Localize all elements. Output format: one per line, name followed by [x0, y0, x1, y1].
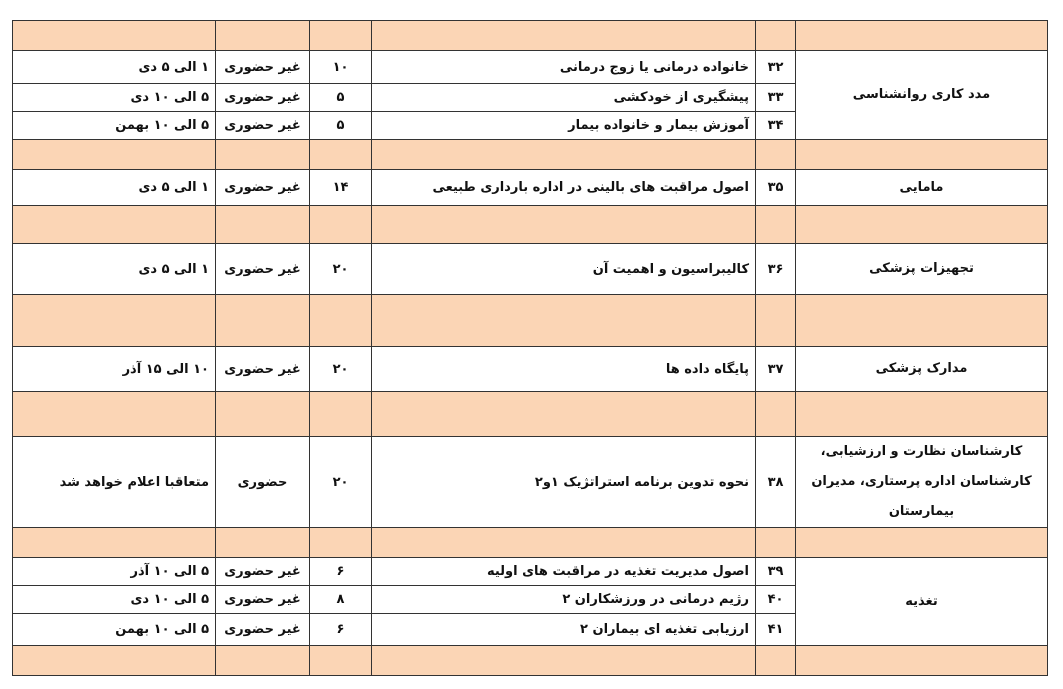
course-number: ۳۵ — [756, 170, 796, 206]
course-date: ۵ الی ۱۰ بهمن — [13, 112, 216, 140]
table-row — [13, 558, 1048, 586]
separator-cell — [372, 206, 756, 244]
separator-cell — [310, 646, 372, 676]
separator-cell — [216, 21, 310, 51]
separator-cell — [372, 140, 756, 170]
separator-row — [13, 206, 1048, 244]
course-date: ۱ الی ۵ دی — [13, 244, 216, 295]
separator-cell — [13, 21, 216, 51]
course-title: خانواده درمانی یا زوج درمانی — [372, 51, 756, 84]
category-cell: تجهیزات پزشکی — [796, 244, 1048, 295]
separator-cell — [13, 392, 216, 437]
course-mode: غیر حضوری — [216, 586, 310, 614]
course-number: ۳۸ — [756, 437, 796, 528]
separator-cell — [216, 295, 310, 347]
separator-cell — [216, 392, 310, 437]
separator-cell — [310, 21, 372, 51]
separator-cell — [216, 528, 310, 558]
course-number: ۳۶ — [756, 244, 796, 295]
separator-row — [13, 21, 1048, 51]
course-hours: ۲۰ — [310, 244, 372, 295]
separator-cell — [216, 140, 310, 170]
course-title: اصول مدیریت تغذیه در مراقبت های اولیه — [372, 558, 756, 586]
course-title: اصول مراقبت های بالینی در اداره بارداری طبیعی — [372, 170, 756, 206]
course-date: ۱ الی ۵ دی — [13, 170, 216, 206]
separator-cell — [756, 140, 796, 170]
separator-cell — [372, 295, 756, 347]
table-row — [13, 244, 1048, 295]
course-number: ۴۰ — [756, 586, 796, 614]
course-schedule-table — [12, 20, 1048, 676]
course-date: ۵ الی ۱۰ دی — [13, 586, 216, 614]
course-title: آموزش بیمار و خانواده بیمار — [372, 112, 756, 140]
table-row — [13, 170, 1048, 206]
separator-cell — [13, 295, 216, 347]
course-mode: غیر حضوری — [216, 244, 310, 295]
course-number: ۳۲ — [756, 51, 796, 84]
course-hours: ۵ — [310, 84, 372, 112]
course-number: ۳۴ — [756, 112, 796, 140]
course-hours: ۶ — [310, 614, 372, 646]
separator-cell — [310, 140, 372, 170]
course-hours: ۵ — [310, 112, 372, 140]
course-date: متعاقبا اعلام خواهد شد — [13, 437, 216, 528]
category-cell: مدارک پزشکی — [796, 347, 1048, 392]
separator-row — [13, 392, 1048, 437]
course-number: ۳۳ — [756, 84, 796, 112]
separator-cell — [796, 528, 1048, 558]
course-title: کالیبراسیون و اهمیت آن — [372, 244, 756, 295]
course-mode: غیر حضوری — [216, 112, 310, 140]
category-cell: مامایی — [796, 170, 1048, 206]
separator-cell — [796, 646, 1048, 676]
separator-row — [13, 528, 1048, 558]
separator-cell — [13, 140, 216, 170]
course-hours: ۲۰ — [310, 347, 372, 392]
separator-cell — [796, 21, 1048, 51]
course-hours: ۱۰ — [310, 51, 372, 84]
course-mode: غیر حضوری — [216, 558, 310, 586]
course-number: ۴۱ — [756, 614, 796, 646]
course-mode: غیر حضوری — [216, 84, 310, 112]
course-date: ۵ الی ۱۰ دی — [13, 84, 216, 112]
category-cell: کارشناسان نظارت و ارزشیابی، کارشناسان اداره پرستاری، مدیران بیمارستان — [796, 437, 1048, 528]
course-number: ۳۹ — [756, 558, 796, 586]
course-date: ۱۰ الی ۱۵ آذر — [13, 347, 216, 392]
separator-cell — [310, 295, 372, 347]
separator-cell — [756, 21, 796, 51]
separator-cell — [372, 21, 756, 51]
course-mode: غیر حضوری — [216, 170, 310, 206]
separator-cell — [756, 392, 796, 437]
separator-cell — [372, 528, 756, 558]
separator-cell — [310, 392, 372, 437]
separator-cell — [372, 392, 756, 437]
course-mode: حضوری — [216, 437, 310, 528]
course-hours: ۱۴ — [310, 170, 372, 206]
separator-cell — [756, 528, 796, 558]
course-date: ۵ الی ۱۰ بهمن — [13, 614, 216, 646]
course-title: ارزیابی تغذیه ای بیماران ۲ — [372, 614, 756, 646]
course-number: ۳۷ — [756, 347, 796, 392]
course-mode: غیر حضوری — [216, 51, 310, 84]
course-title: پایگاه داده ها — [372, 347, 756, 392]
course-title: پیشگیری از خودکشی — [372, 84, 756, 112]
separator-cell — [796, 206, 1048, 244]
category-cell: مدد کاری روانشناسی — [796, 51, 1048, 140]
separator-cell — [756, 295, 796, 347]
separator-cell — [13, 646, 216, 676]
category-cell: تغذیه — [796, 558, 1048, 646]
course-date: ۵ الی ۱۰ آذر — [13, 558, 216, 586]
separator-cell — [756, 206, 796, 244]
separator-cell — [310, 528, 372, 558]
separator-row — [13, 295, 1048, 347]
table-row — [13, 347, 1048, 392]
separator-cell — [372, 646, 756, 676]
course-mode: غیر حضوری — [216, 347, 310, 392]
course-hours: ۸ — [310, 586, 372, 614]
separator-row — [13, 646, 1048, 676]
separator-row — [13, 140, 1048, 170]
course-title: نحوه تدوین برنامه استراتژیک ۱و۲ — [372, 437, 756, 528]
separator-cell — [216, 206, 310, 244]
separator-cell — [13, 528, 216, 558]
separator-cell — [796, 140, 1048, 170]
table-row — [13, 51, 1048, 84]
separator-cell — [13, 206, 216, 244]
course-hours: ۶ — [310, 558, 372, 586]
separator-cell — [216, 646, 310, 676]
course-hours: ۲۰ — [310, 437, 372, 528]
course-title: رژیم درمانی در ورزشکاران ۲ — [372, 586, 756, 614]
separator-cell — [310, 206, 372, 244]
separator-cell — [756, 646, 796, 676]
course-mode: غیر حضوری — [216, 614, 310, 646]
separator-cell — [796, 295, 1048, 347]
separator-cell — [796, 392, 1048, 437]
course-date: ۱ الی ۵ دی — [13, 51, 216, 84]
table-row — [13, 437, 1048, 528]
